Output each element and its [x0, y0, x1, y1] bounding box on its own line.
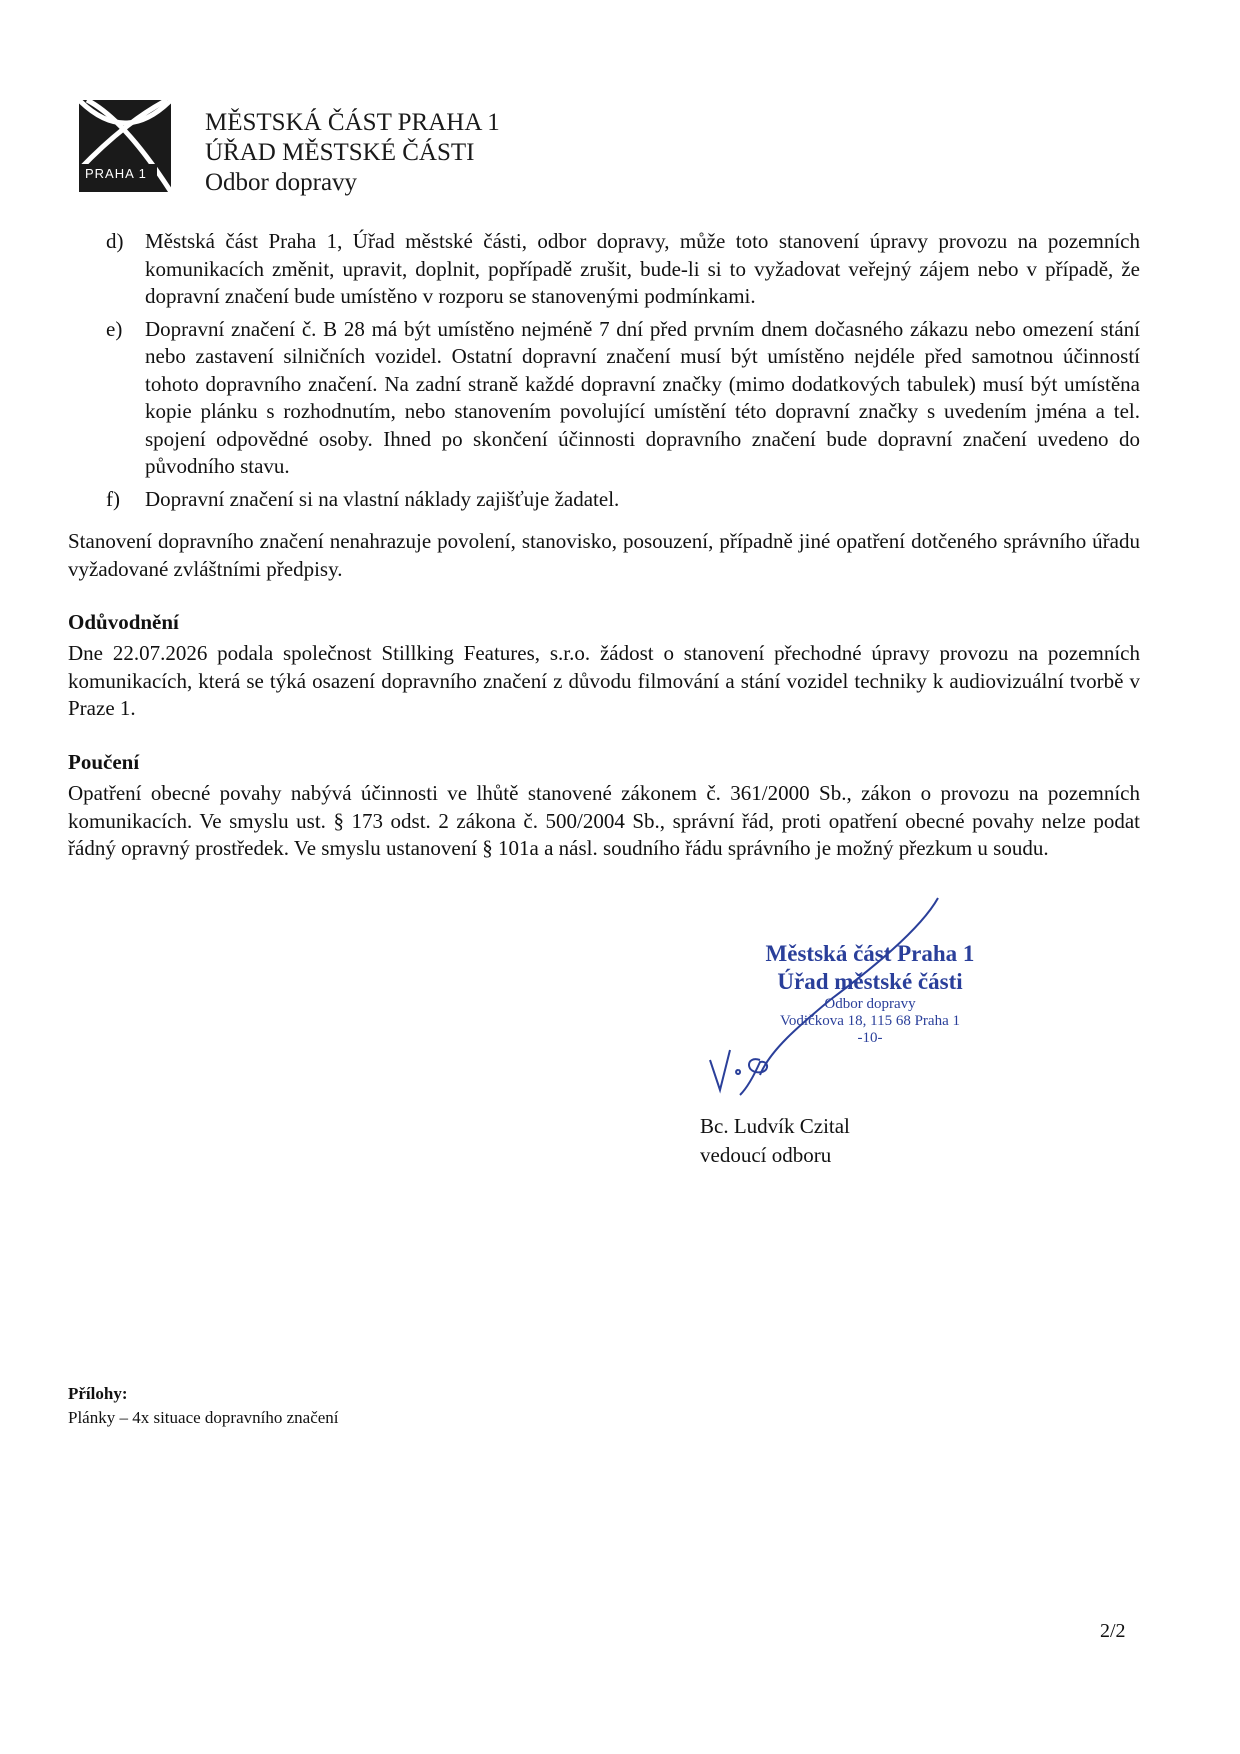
stamp-line-2: Úřad městské části [777, 969, 963, 994]
item-text: Městská část Praha 1, Úřad městské části, odbor dopravy, může toto stanovení úpravy provozu na pozemních komunikacích změnit, upravit, doplnit, popřípadě zrušit, bude-li si to vyžadovat veřejný zájem nebo v případě, že dopravní značení bude umístěno v rozporu se stanovenými podmínkami. [145, 229, 1140, 308]
instruction-text: Opatření obecné povahy nabývá účinnosti ve lhůtě stanovené zákonem č. 361/2000 Sb., zákon o provozu na pozemních komunikacích. Ve smyslu ust. § 173 odst. 2 zákona č. 500/2004 Sb., správní řád, proti opatření obecné povahy nelze podat řádný opravný prostředek. Ve smyslu ustanovení § 101a a násl. soudního řádu správního je možný přezkum u soudu. [68, 781, 1140, 860]
stamp-line-4: Vodičkova 18, 115 68 Praha 1 [780, 1013, 960, 1029]
stamp-line-1: Městská část Praha 1 [765, 941, 975, 966]
office-header [205, 108, 500, 198]
handwritten-signature [690, 880, 990, 1100]
page-number: 2/2 [1100, 1620, 1126, 1642]
list-item [100, 486, 1140, 514]
list-item [100, 228, 1140, 311]
justification-text: Dne 22.07.2026 podala společnost Stillking Features, s.r.o. žádost o stanovení přechodné úpravy provozu na pozemních komunikacích, která se týká osazení dopravního značení z důvodu filmování a stání vozidel techniky k audiovizuální tvorbě v Praze 1. [68, 641, 1140, 720]
praha1-logo [79, 100, 171, 192]
item-text: Dopravní značení si na vlastní náklady zajišťuje žadatel. [145, 486, 620, 511]
instruction-heading: Poučení [68, 750, 140, 774]
attachments-block [68, 1382, 339, 1430]
logo-text: PRAHA 1 [85, 166, 147, 181]
conditions-list [100, 228, 1140, 518]
signer-name: Bc. Ludvík Czital [700, 1114, 850, 1138]
stamp-line-3: Odbor dopravy [824, 996, 916, 1012]
item-text: Dopravní značení č. B 28 má být umístěno nejméně 7 dní před prvním dnem dočasného zákazu nebo omezení stání nebo zastavení silničních vozidel. Ostatní dopravní značení musí být umístěno nejdéle před samotnou účinností tohoto dopravního značení. Na zadní straně každé dopravní značky (mimo dodatkových tabulek) musí být umístěna kopie plánku s rozhodnutím, nebo stanovením povolující umístění této dopravní značky s uvedením jména a tel. spojení odpovědné osoby. Ihned po skončení účinnosti dopravního značení bude dopravní značení uvedeno do původního stavu. [145, 316, 1140, 478]
justification-heading: Odůvodnění [68, 610, 179, 634]
general-paragraph: Stanovení dopravního značení nenahrazuje povolení, stanovisko, posouzení, případně jiné opatření dotčeného správního úřadu vyžadované zvláštními předpisy. [68, 529, 1140, 581]
list-item [100, 316, 1140, 481]
item-marker: e) [106, 316, 123, 341]
header-line-2: ÚŘAD MĚSTSKÉ ČÁSTI [205, 139, 475, 166]
item-marker: d) [106, 229, 124, 253]
attachments-title: Přílohy: [68, 1384, 128, 1403]
item-marker: f) [106, 486, 120, 511]
header-line-3: Odbor dopravy [205, 169, 358, 196]
stamp-line-5: -10- [857, 1030, 883, 1046]
attachments-text: Plánky – 4x situace dopravního značení [68, 1408, 339, 1427]
signer-block [700, 1112, 850, 1170]
signer-role: vedoucí odboru [700, 1143, 832, 1167]
header-line-1: MĚSTSKÁ ČÁST PRAHA 1 [205, 109, 500, 136]
